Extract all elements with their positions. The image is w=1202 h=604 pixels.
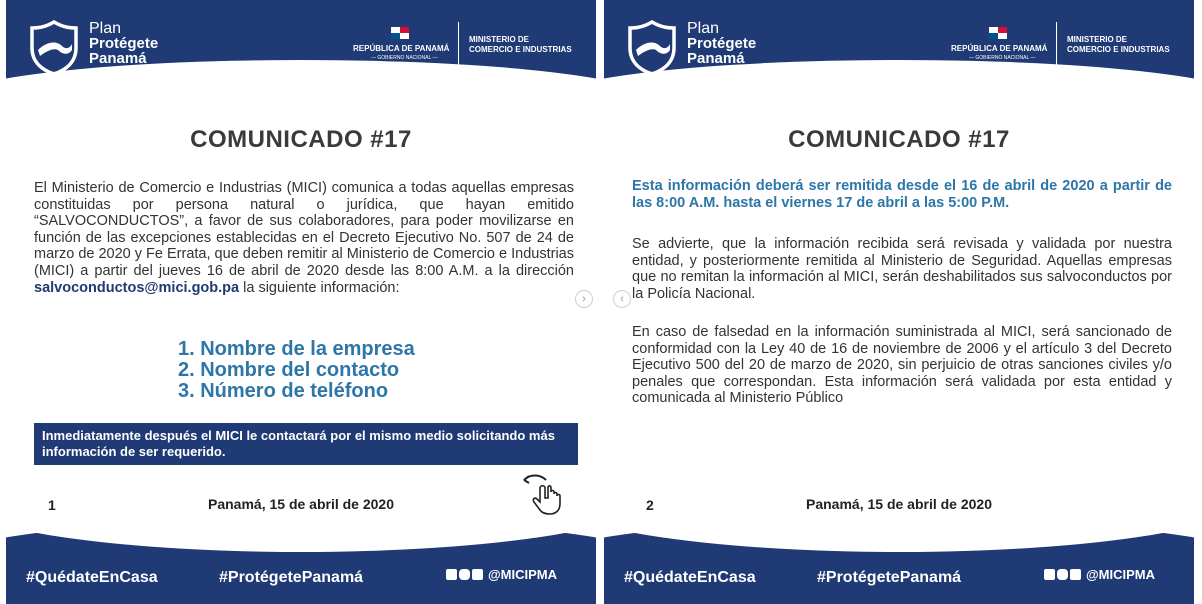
shield-logo-icon [628, 20, 676, 76]
list-item: 3. Número de teléfono [178, 380, 389, 402]
social-handle [446, 567, 557, 582]
notice-banner: Inmediatamente después el MICI le contactará por el mismo medio solicitando más información de ser requerido. [34, 423, 578, 465]
body-paragraph [34, 180, 574, 296]
plan-protegete-logo-text [89, 21, 158, 66]
warning-paragraph: Se advierte, que la información recibida será revisada y validada por nuestra entidad, y posteriormente remitida al Ministerio de Seguridad. Aquellas empresas que no remitan la información al MICI, serán deshabilitados sus salvoconductos por la Policía Nacional. [632, 236, 1172, 302]
facebook-icon [446, 569, 457, 580]
plan-line3: Panamá [89, 50, 147, 67]
hashtag-protegete-panama: #ProtégetePanamá [817, 569, 962, 586]
next-slide-button[interactable]: › [575, 290, 593, 308]
shield-logo-icon [30, 20, 78, 76]
ministry-line1: MINISTERIO DE [1067, 35, 1128, 44]
social-handle [1044, 567, 1155, 582]
twitter-icon [1070, 569, 1081, 580]
panama-flag-icon [989, 27, 1007, 39]
body-end: la siguiente información: [243, 279, 400, 296]
instagram-icon [1057, 569, 1068, 580]
page-number: 2 [646, 497, 654, 513]
list-item: 2. Nombre del contacto [178, 359, 400, 381]
panama-flag-icon [391, 27, 409, 39]
page-title: COMUNICADO #17 [190, 126, 412, 153]
date-line: Panamá, 15 de abril de 2020 [806, 496, 992, 512]
hashtag-quedate-en-casa: #QuédateEnCasa [26, 569, 158, 586]
required-info-list [178, 339, 415, 402]
previous-slide-button[interactable]: ‹ [613, 290, 631, 308]
email-link[interactable]: salvoconductos@mici.gob.pa [34, 279, 240, 296]
government-label: — GOBIERNO NACIONAL — [371, 55, 438, 61]
page-title: COMUNICADO #17 [788, 126, 1010, 153]
plan-line1: Plan [687, 20, 720, 37]
slide-1 [6, 0, 596, 604]
list-item: 1. Nombre de la empresa [178, 338, 415, 360]
republic-label: REPÚBLICA DE PANAMÁ [951, 44, 1048, 53]
instagram-icon [459, 569, 470, 580]
plan-line2: Protégete [687, 35, 757, 52]
government-label: — GOBIERNO NACIONAL — [969, 55, 1036, 61]
handle-text: @MICIPMA [488, 567, 558, 582]
twitter-icon [472, 569, 483, 580]
slide-2 [604, 0, 1194, 604]
highlight-paragraph: Esta información deberá ser remitida desde el 16 de abril de 2020 a partir de las 8:00 A.M. hasta el viernes 17 de abril a las 5:00 P.M. [632, 178, 1172, 211]
ministry-line2: COMERCIO E INDUSTRIAS [469, 45, 572, 54]
ministry-label [1067, 35, 1170, 55]
body-text: El Ministerio de Comercio e Industrias (MICI) comunica a todas aquellas empresas constituidas por persona natural o jurídica, que hayan emitido “SALVOCONDUCTOS”, a favor de sus colaboradores, para poder movilizarse en función de las excepciones establecidas en el Decreto Ejecutivo No. 507 de 24 de marzo de 2020 y Fe Errata, que deben remitir al Ministerio de Comercio e Industrias (MICI) a partir del jueves 16 de abril de 2020 desde las 8:00 A.M. a la dirección [34, 180, 574, 279]
header-divider [458, 22, 459, 66]
ministry-line1: MINISTERIO DE [469, 35, 530, 44]
plan-line1: Plan [89, 20, 122, 37]
republic-label: REPÚBLICA DE PANAMÁ [353, 44, 450, 53]
plan-line2: Protégete [89, 35, 159, 52]
plan-line3: Panamá [687, 50, 745, 67]
hashtag-protegete-panama: #ProtégetePanamá [219, 569, 364, 586]
handle-text: @MICIPMA [1086, 567, 1156, 582]
facebook-icon [1044, 569, 1055, 580]
header-divider [1056, 22, 1057, 66]
date-line: Panamá, 15 de abril de 2020 [208, 496, 394, 512]
ministry-line2: COMERCIO E INDUSTRIAS [1067, 45, 1170, 54]
page-number: 1 [48, 497, 56, 513]
plan-protegete-logo-text [687, 21, 756, 66]
ministry-label [469, 35, 572, 55]
hashtag-quedate-en-casa: #QuédateEnCasa [624, 569, 756, 586]
sanction-paragraph: En caso de falsedad en la información suministrada al MICI, será sancionado de conformidad con la Ley 40 de 16 de noviembre de 2006 y el artículo 3 del Decreto Ejecutivo 500 del 20 de marzo de 2020, sin perjuicio de otras sanciones civiles y/o penales que correspondan. Esta información será validada por esta entidad y comunicada al Ministerio Público [632, 324, 1172, 407]
